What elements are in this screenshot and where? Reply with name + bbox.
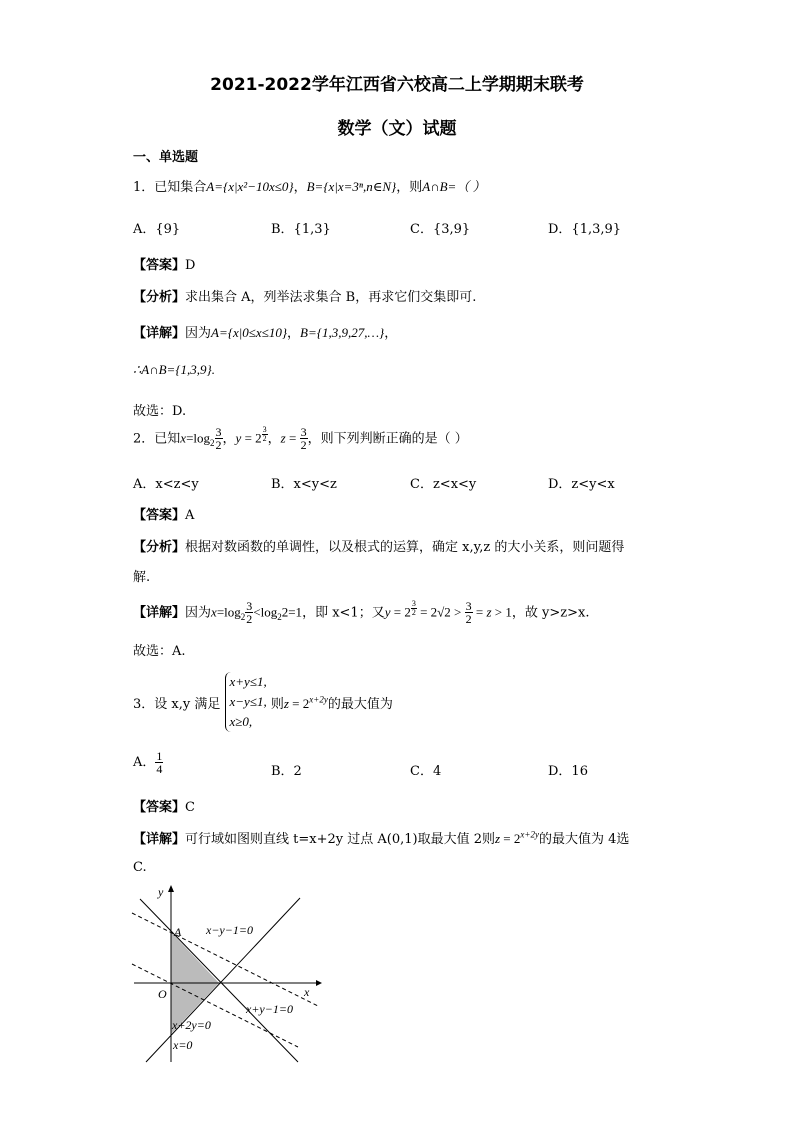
q1-answer-value: D [185, 258, 196, 273]
q2-detail: 【详解】因为$x=\log_2$ $\frac{3}{2}$ $<\log_22=1$，即 x<1；又y = 2 $^{\frac{3}{2}}$ = 2√2 > $\frac{3}{2}$ = z > 1，故 y>z>x. [133, 599, 590, 627]
q1-answer [133, 254, 195, 273]
detail-tag: 【详解】 [133, 832, 186, 847]
q1-detail-set-b: B={1,3,9,27,…} [300, 325, 385, 340]
page-subtitle: 数学（文）试题 [337, 119, 457, 139]
q2-stem: 2．已知 [133, 431, 181, 447]
q2-stem-b: ，则下列判断正确的是（ ） [307, 431, 468, 447]
q3-option-d: D．16 [548, 764, 588, 779]
label-origin: O [158, 987, 167, 1001]
label-y: y [158, 885, 164, 899]
q1-set-a: A={x|x²−10x≤0} [206, 179, 294, 194]
q3-detail-b: 的最大值为 4选 [538, 832, 630, 847]
q1-option-d: D．{1,3,9} [548, 222, 622, 237]
question-2: 2．已知$x=\log_2$ $\frac{3}{2}$ ，y = 2 $^{\frac{3}{2}}$ ，z = $\frac{3}{2}$ ，则下列判断正确的是（ ） [133, 425, 468, 453]
q1-intersection: A∩B=（ ） [422, 179, 486, 194]
q1-analysis-text: 求出集合 A，列举法求集合 B，再求它们交集即可. [185, 290, 477, 305]
constraint: x−y≤1, [229, 694, 267, 709]
label-line-x-plus-y: x+y−1=0 [246, 1002, 293, 1016]
q1-option-b: B．{1,3} [271, 222, 331, 237]
q3-detail-cont: C. [133, 860, 147, 875]
q1-option-c: C．{3,9} [410, 222, 471, 237]
detail-tag: 【详解】 [133, 326, 186, 341]
detail-tag: 【详解】 [133, 605, 186, 621]
q1-stem: 1．已知集合 [133, 180, 207, 195]
q2-option-c: C．z<x<y [410, 477, 477, 492]
q1-conclusion: 故选：D. [133, 404, 187, 419]
q1-stem-b: ，则 [396, 180, 423, 195]
label-point-a: A [174, 925, 182, 939]
q2-option-a: A．x<z<y [133, 477, 199, 492]
analysis-tag: 【分析】 [133, 290, 186, 305]
q3-stem: 3．设 x,y 满足 [133, 696, 221, 712]
q3-answer [133, 796, 195, 815]
q2-answer-value: A [185, 508, 195, 523]
constraint: x≥0, [229, 714, 253, 729]
q2-analysis-cont: 解. [133, 570, 151, 585]
q3-stem-c: 的最大值为 [327, 696, 393, 712]
y-axis-arrow [168, 885, 174, 892]
answer-tag: 【答案】 [133, 258, 186, 273]
q3-constraint-system [225, 672, 267, 732]
q1-option-a: A．{9} [133, 222, 181, 237]
section-heading: 一、单选题 [133, 150, 199, 165]
q1-analysis [133, 286, 476, 305]
q2-analysis [133, 536, 624, 555]
question-1: 1．已知集合A={x|x²−10x≤0}，B={x|x=3ⁿ,n∈N}，则A∩B=（ ） [133, 179, 486, 195]
q3-detail-text: 可行域如图则直线 t=x+2y 过点 A(0,1)取最大值 2则 [185, 832, 495, 847]
q3-detail: 【详解】可行域如图则直线 t=x+2y 过点 A(0,1)取最大值 2则$z = 2^{x+2y}$的最大值为 4选 [133, 829, 630, 847]
q2-option-d: D．z<y<x [548, 477, 615, 492]
q2-analysis-text: 根据对数函数的单调性，以及根式的运算，确定 x,y,z 的大小关系，则问题得 [185, 540, 625, 555]
label-line-x-plus-2y: x+2y=0 [172, 1018, 211, 1032]
q2-detail-a: 因为 [185, 605, 212, 621]
q3-option-a-num: 1 [156, 749, 163, 763]
q3-option-b: B．2 [271, 764, 302, 779]
q2-option-b: B．x<y<z [271, 477, 337, 492]
q1-set-b: B={x|x=3ⁿ,n∈N} [306, 179, 397, 194]
x-axis-arrow [316, 980, 322, 986]
q1-detail-line2: ∴A∩B={1,3,9}. [133, 362, 215, 377]
q3-option-a-label: A． [133, 755, 156, 770]
q1-detail-text: 因为 [185, 326, 212, 341]
q2-detail-c: ，故 y>z>x. [511, 605, 590, 621]
q3-answer-value: C [185, 800, 195, 815]
label-line-x-minus-y: x−y−1=0 [206, 923, 253, 937]
analysis-tag: 【分析】 [133, 540, 186, 555]
q2-detail-b: ，即 x<1；又 [302, 605, 385, 621]
q2-conclusion: 故选：A. [133, 644, 186, 659]
q1-detail-set-a: A={x|0≤x≤10} [211, 325, 288, 340]
q3-stem-b: 则 [270, 696, 284, 712]
constraint: x+y≤1, [229, 674, 267, 689]
feasible-region-figure [128, 882, 328, 1067]
label-line-x-zero: x=0 [173, 1038, 193, 1052]
q3-option-a [133, 750, 163, 775]
question-3: 3．设 x,y 满足 x+y≤1, x−y≤1, x≥0, 则$z = 2^{x+2y}$的最大值为 [133, 672, 393, 732]
q3-option-a-den: 4 [156, 762, 163, 776]
label-x: x [304, 985, 310, 999]
q2-answer [133, 504, 194, 523]
page-title: 2021-2022学年江西省六校高二上学期期末联考 [210, 75, 584, 95]
q1-detail: 【详解】因为A={x|0≤x≤10}，B={1,3,9,27,…}， [133, 325, 398, 341]
answer-tag: 【答案】 [133, 508, 186, 523]
q3-option-c: C．4 [410, 764, 442, 779]
answer-tag: 【答案】 [133, 800, 186, 815]
